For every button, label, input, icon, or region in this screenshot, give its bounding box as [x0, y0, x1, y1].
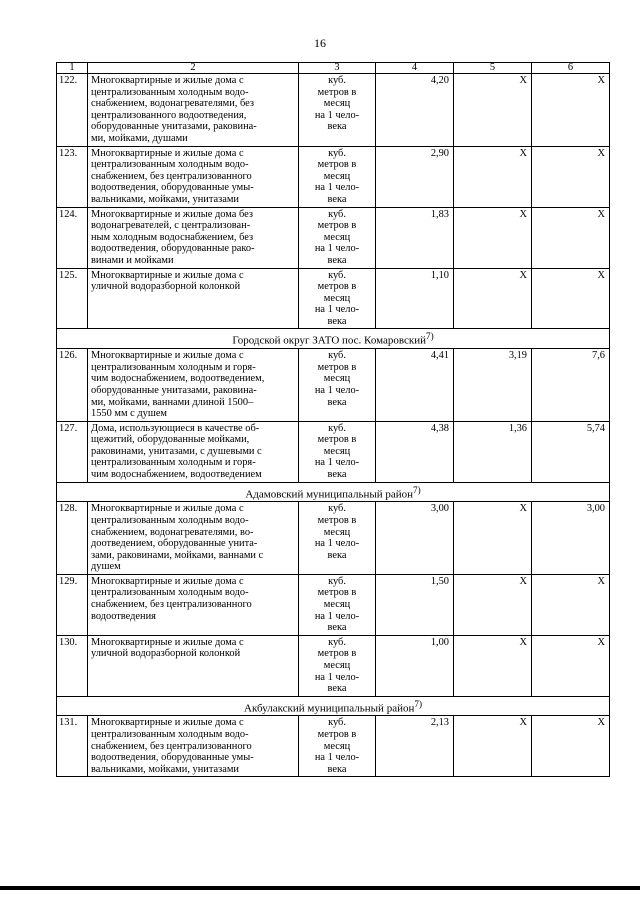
unit-cell	[299, 146, 376, 207]
value-col4: 2,13	[376, 716, 454, 777]
unit-line: метров в	[317, 220, 357, 232]
unit-line: метров в	[317, 514, 357, 526]
unit-cell	[299, 207, 376, 268]
value-col6: 7,6	[532, 349, 610, 422]
unit-line: на 1 чело-	[314, 457, 360, 469]
footnote-mark: 7)	[426, 331, 434, 342]
description-line: оборудованные унитазами, раковина-	[91, 121, 257, 133]
description-line: Многоквартирные и жилые дома с	[91, 575, 244, 587]
unit-line: месяц	[323, 526, 351, 538]
section-title-text: Городской округ ЗАТО пос. Комаровский	[232, 335, 427, 348]
description-line: водонагревателей, с централизован-	[91, 220, 251, 232]
table-header-row	[57, 63, 610, 74]
value-col5: Х	[454, 574, 532, 635]
description-line: Многоквартирные и жилые дома с	[91, 75, 244, 86]
description-line: ми, мойками, душами	[91, 132, 188, 144]
description-line: вальниками, мойками, унитазами	[91, 763, 239, 775]
value-col6: Х	[532, 574, 610, 635]
table-row	[57, 574, 610, 635]
unit-line: куб.	[328, 636, 346, 648]
unit-line: куб.	[328, 208, 346, 220]
unit-cell	[299, 716, 376, 777]
value-col6: Х	[532, 146, 610, 207]
value-col6: Х	[532, 74, 610, 147]
unit-line: метров в	[317, 361, 357, 373]
section-title	[57, 482, 610, 502]
value-col5: Х	[454, 74, 532, 147]
value-col5: Х	[454, 716, 532, 777]
table-row	[57, 349, 610, 422]
unit-line: на 1 чело-	[314, 538, 360, 550]
value-col5: Х	[454, 268, 532, 329]
footnote-mark: 7)	[413, 484, 421, 495]
value-col5: 3,19	[454, 349, 532, 422]
description-line: водоотведения, оборудованные рако-	[91, 243, 255, 255]
table-row	[57, 146, 610, 207]
value-col6: Х	[532, 635, 610, 696]
section-title-text: Акбулакский муниципальный район	[244, 702, 415, 715]
unit-line: месяц	[323, 231, 351, 243]
unit-cell	[299, 74, 376, 147]
unit-line: куб.	[328, 147, 346, 159]
unit-line: куб.	[328, 575, 346, 587]
description-line: Дома, использующиеся в качестве об-	[91, 422, 260, 434]
unit-line: века	[327, 763, 347, 775]
section-row	[57, 696, 610, 716]
description-line: Многоквартирные и жилые дома с	[91, 717, 244, 729]
unit-line: на 1 чело-	[314, 243, 360, 255]
unit-line: месяц	[323, 445, 351, 457]
table-row	[57, 502, 610, 575]
row-description	[88, 716, 299, 777]
unit-line: месяц	[323, 170, 351, 182]
value-col6: 5,74	[532, 421, 610, 482]
description-line: снабжением, без централизованного	[91, 170, 252, 182]
row-description	[88, 74, 299, 147]
unit-line: метров в	[317, 159, 357, 171]
unit-line: месяц	[323, 599, 351, 611]
value-col6: Х	[532, 268, 610, 329]
section-row	[57, 329, 610, 349]
value-col4: 4,41	[376, 349, 454, 422]
footnote-mark: 7)	[414, 698, 422, 709]
row-description	[88, 635, 299, 696]
description-line: водоотведения, оборудованные умы-	[91, 752, 254, 764]
row-number: 129.	[57, 574, 88, 635]
unit-line: куб.	[328, 503, 346, 515]
description-line: ным холодным водоснабжением, без	[91, 231, 254, 243]
description-line: винами и мойками	[91, 254, 174, 266]
description-line: душем	[91, 561, 121, 573]
description-line: 1550 мм с душем	[91, 408, 168, 420]
unit-line: на 1 чело-	[314, 671, 360, 683]
unit-line: метров в	[317, 434, 357, 446]
row-number: 123.	[57, 146, 88, 207]
description-line: Многоквартирные и жилые дома без	[91, 208, 253, 220]
unit-line: куб.	[328, 269, 346, 281]
unit-cell	[299, 574, 376, 635]
unit-cell	[299, 268, 376, 329]
table-row	[57, 74, 610, 147]
unit-line: метров в	[317, 729, 357, 741]
description-line: Многоквартирные и жилые дома с	[91, 636, 244, 648]
description-line: снабжением, водонагревателями, без	[91, 98, 254, 110]
unit-line: на 1 чело-	[314, 304, 360, 316]
row-number: 124.	[57, 207, 88, 268]
description-line: щежитий, оборудованные мойками,	[91, 434, 250, 446]
row-number: 131.	[57, 716, 88, 777]
value-col4: 4,20	[376, 74, 454, 147]
unit-cell	[299, 502, 376, 575]
row-description	[88, 207, 299, 268]
row-number: 122.	[57, 74, 88, 147]
unit-line: на 1 чело-	[314, 182, 360, 194]
description-line: водоотведения, оборудованные умы-	[91, 182, 254, 194]
row-description	[88, 574, 299, 635]
row-number: 125.	[57, 268, 88, 329]
column-header: 2	[88, 63, 299, 74]
unit-line: века	[327, 193, 347, 205]
row-number: 128.	[57, 502, 88, 575]
unit-line: месяц	[323, 98, 351, 110]
description-line: Многоквартирные и жилые дома с	[91, 147, 244, 159]
section-row	[57, 482, 610, 502]
page-number: 16	[314, 36, 326, 50]
norms-table	[56, 62, 610, 777]
description-line: централизованным холодным и горя-	[91, 361, 256, 373]
value-col4: 4,38	[376, 421, 454, 482]
row-description	[88, 502, 299, 575]
unit-line: метров в	[317, 281, 357, 293]
table-row	[57, 268, 610, 329]
column-header: 6	[532, 63, 610, 74]
value-col5: Х	[454, 207, 532, 268]
unit-line: века	[327, 315, 347, 327]
description-line: раковинами, унитазами, с душевыми с	[91, 445, 262, 457]
unit-line: метров в	[317, 648, 357, 660]
unit-line: месяц	[323, 373, 351, 385]
unit-line: на 1 чело-	[314, 384, 360, 396]
value-col4: 1,83	[376, 207, 454, 268]
description-line: снабжением, водонагревателями, во-	[91, 526, 254, 538]
table-row	[57, 716, 610, 777]
unit-line: куб.	[328, 717, 346, 729]
table-row	[57, 207, 610, 268]
row-description	[88, 146, 299, 207]
unit-line: века	[327, 549, 347, 561]
description-line: уличной водоразборной колонкой	[91, 281, 241, 293]
value-col6: 3,00	[532, 502, 610, 575]
footer-rule	[0, 886, 640, 890]
unit-line: месяц	[323, 740, 351, 752]
column-header: 5	[454, 63, 532, 74]
section-title	[57, 329, 610, 349]
column-header: 4	[376, 63, 454, 74]
unit-line: на 1 чело-	[314, 610, 360, 622]
unit-line: на 1 чело-	[314, 752, 360, 764]
unit-line: куб.	[328, 350, 346, 362]
description-line: централизованного водоотведения,	[91, 109, 247, 121]
row-number: 127.	[57, 421, 88, 482]
unit-line: месяц	[323, 660, 351, 672]
value-col4: 1,00	[376, 635, 454, 696]
unit-line: века	[327, 622, 347, 634]
value-col4: 2,90	[376, 146, 454, 207]
value-col4: 1,50	[376, 574, 454, 635]
unit-cell	[299, 421, 376, 482]
description-line: централизованным холодным водо-	[91, 86, 249, 98]
description-line: централизованным холодным водо-	[91, 514, 249, 526]
value-col6: Х	[532, 207, 610, 268]
unit-line: метров в	[317, 86, 357, 98]
unit-line: века	[327, 469, 347, 481]
unit-line: века	[327, 396, 347, 408]
row-number: 126.	[57, 349, 88, 422]
unit-line: века	[327, 121, 347, 133]
description-line: чим водоснабжением, водоотведением	[91, 469, 262, 481]
description-line: ми, мойками, ваннами длиной 1500–	[91, 396, 254, 408]
unit-line: месяц	[323, 292, 351, 304]
section-title	[57, 696, 610, 716]
value-col5: 1,36	[454, 421, 532, 482]
table-row	[57, 635, 610, 696]
description-line: централизованным холодным и горя-	[91, 457, 256, 469]
description-line: доотведением, оборудованные унита-	[91, 538, 258, 550]
description-line: чим водоснабжением, водоотведением,	[91, 373, 265, 385]
description-line: уличной водоразборной колонкой	[91, 648, 241, 660]
description-line: снабжением, без централизованного	[91, 740, 252, 752]
description-line: вальниками, мойками, унитазами	[91, 193, 239, 205]
unit-cell	[299, 349, 376, 422]
value-col6: Х	[532, 716, 610, 777]
value-col5: Х	[454, 502, 532, 575]
unit-line: на 1 чело-	[314, 109, 360, 121]
unit-line: куб.	[328, 422, 346, 434]
description-line: Многоквартирные и жилые дома с	[91, 269, 244, 281]
column-header: 3	[299, 63, 376, 74]
unit-cell	[299, 635, 376, 696]
description-line: централизованным холодным водо-	[91, 729, 249, 741]
value-col4: 3,00	[376, 502, 454, 575]
unit-line: метров в	[317, 587, 357, 599]
section-title-text: Адамовский муниципальный район	[245, 488, 414, 501]
description-line: Многоквартирные и жилые дома с	[91, 503, 244, 515]
unit-line: века	[327, 254, 347, 266]
column-header: 1	[57, 63, 88, 74]
table-row	[57, 421, 610, 482]
row-description	[88, 349, 299, 422]
value-col4: 1,10	[376, 268, 454, 329]
description-line: централизованным холодным водо-	[91, 587, 249, 599]
description-line: зами, раковинами, мойками, ваннами с	[91, 549, 264, 561]
value-col5: Х	[454, 146, 532, 207]
description-line: Многоквартирные и жилые дома с	[91, 350, 244, 362]
value-col5: Х	[454, 635, 532, 696]
unit-line: куб.	[328, 75, 346, 86]
description-line: снабжением, без централизованного	[91, 599, 252, 611]
row-description	[88, 268, 299, 329]
unit-line: века	[327, 683, 347, 695]
description-line: централизованным холодным водо-	[91, 159, 249, 171]
row-number: 130.	[57, 635, 88, 696]
row-description	[88, 421, 299, 482]
description-line: водоотведения	[91, 610, 156, 622]
description-line: оборудованные унитазами, раковина-	[91, 384, 257, 396]
